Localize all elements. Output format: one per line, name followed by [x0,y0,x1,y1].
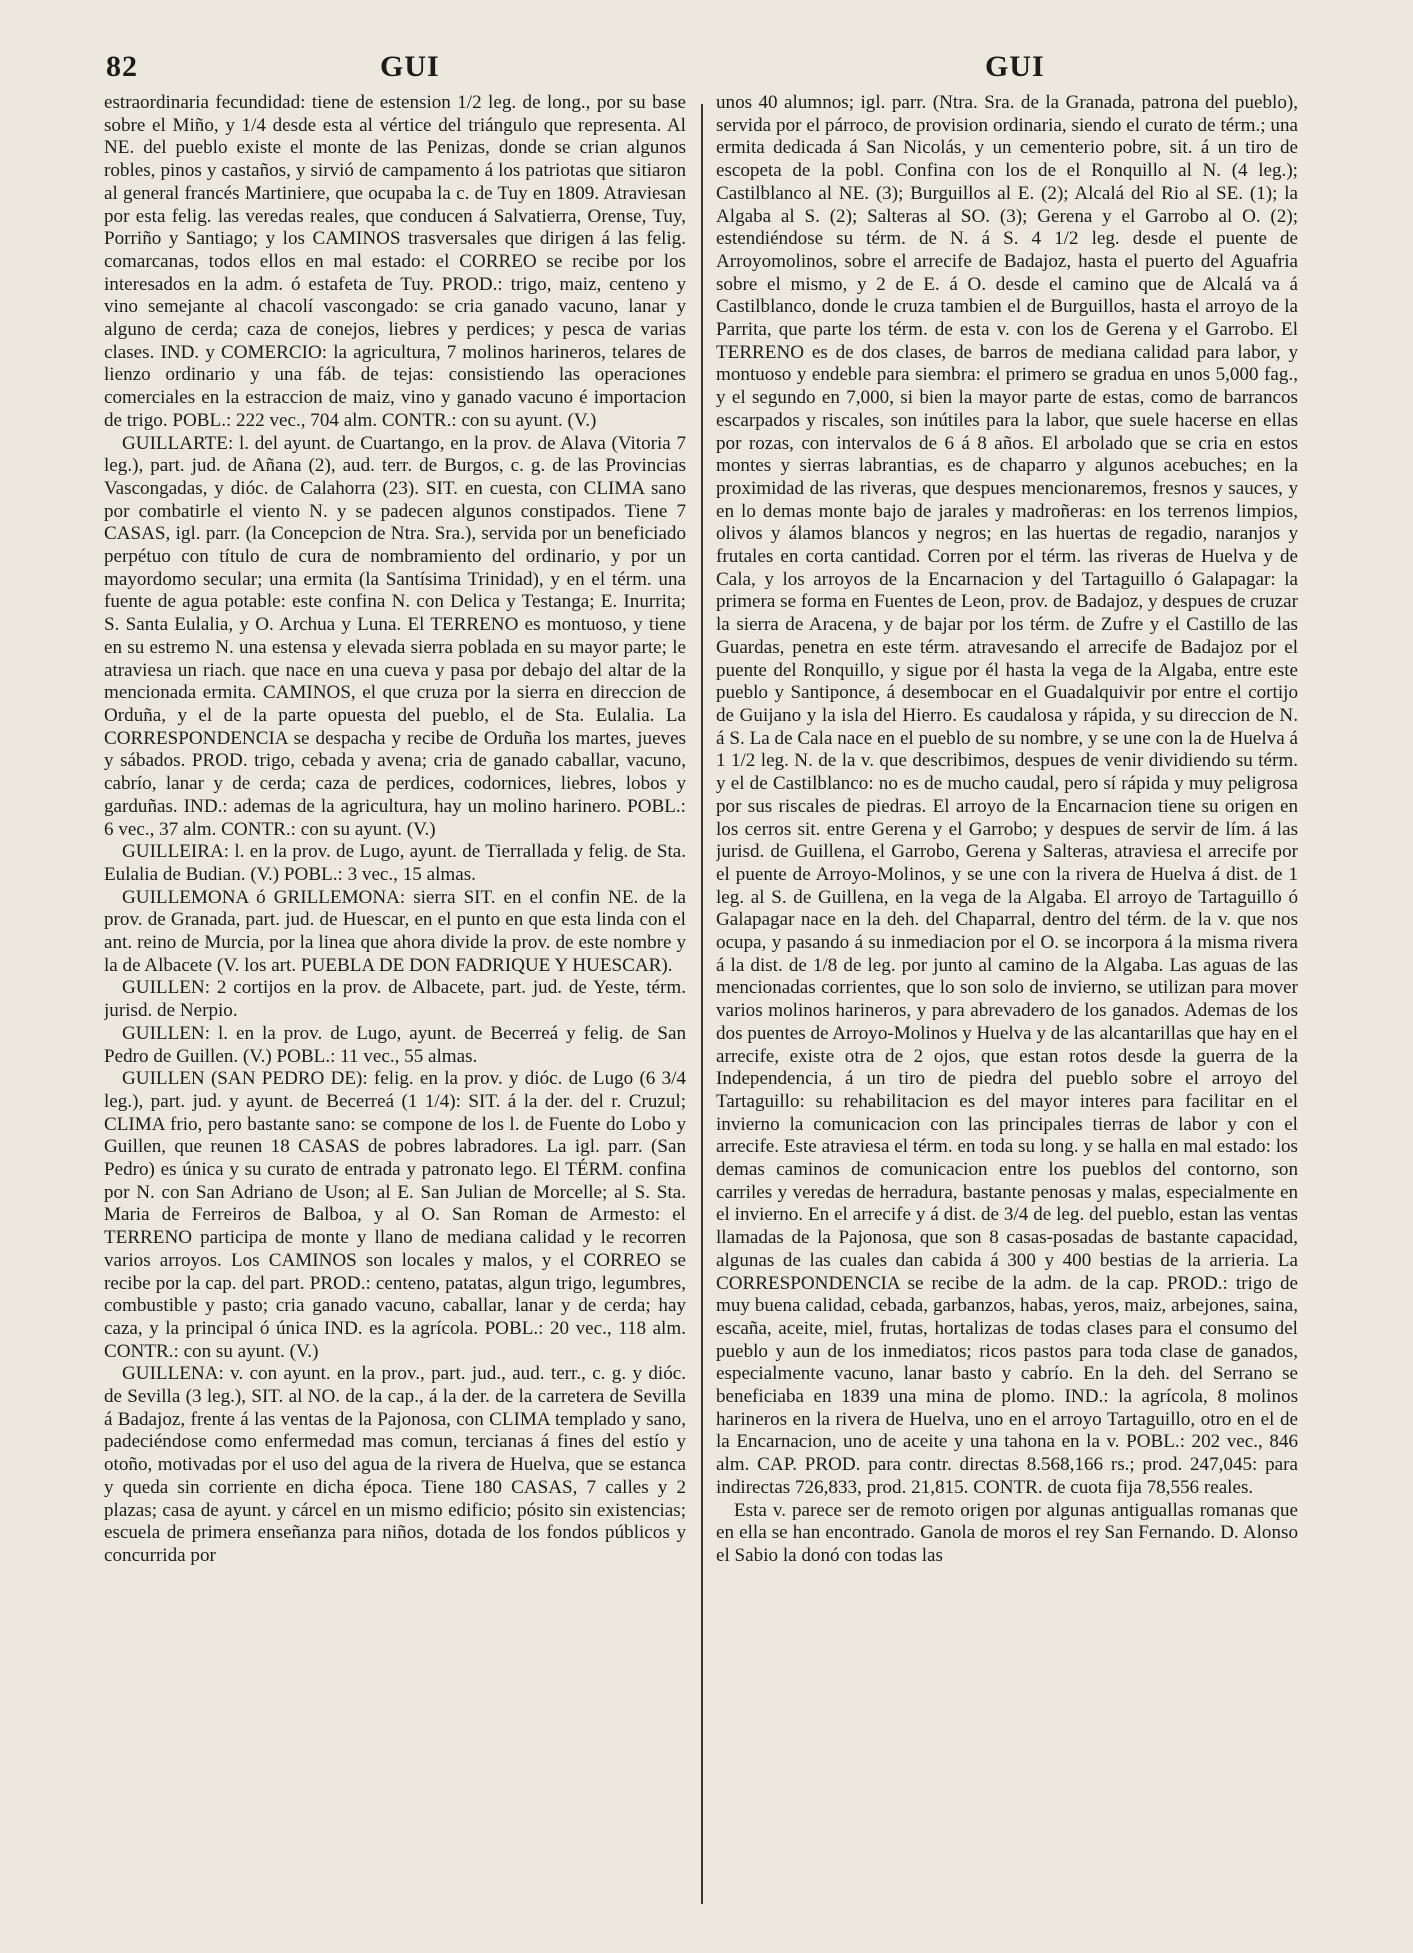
entry-guilleira: GUILLEIRA: l. en la prov. de Lugo, ayunt. de Tierrallada y felig. de Sta. Eulalia de Budian. (V.) POBL.: 3 vec., 15 almas. [104,841,686,885]
entry-guillena-history: Esta v. parece ser de remoto origen por algunas antiguallas romanas que en ella se han encontrado. Ganola de moros el rey San Fernando. D. Alonso el Sabio la donó con todas las [716,1499,1298,1566]
page-number: 82 [106,50,138,83]
column-divider [701,104,703,1904]
entry-guillen-san-pedro: GUILLEN (SAN PEDRO DE): felig. en la prov. y dióc. de Lugo (6 3/4 leg.), part. jud. y ayunt. de Becerreá (1 1/4): SIT. á la der. del r. Cruzul; CLIMA frio, pero bastante sano: se compone de los l. de Fuente do Lobo y Guillen, que reunen 18 CASAS de pobres labradores. La igl. parr. (San Pedro) es única y su curato de entrada y patronato lego. El TÉRM. confina por N. con San Adriano de Uson; al E. San Julian de Morcelle; al S. Sta. Maria de Ferreiros de Balboa, y al O. San Roman de Armesto: el TERRENO participa de monte y llano de mediana calidad y le recorren varios arroyos. Los CAMINOS son locales y malos, y el CORREO se recibe por la cap. del part. PROD.: centeno, patatas, algun trigo, legumbres, combustible y pasto; cria ganado vacuno, caballar, lanar y de cerda; hay caza, y la principal ó única IND. es la agrícola. POBL.: 20 vec., 118 alm. CONTR.: con su ayunt. (V.) [104,1068,686,1362]
entry-guillena-continuation: unos 40 alumnos; igl. parr. (Ntra. Sra. de la Granada, patrona del pueblo), servida por el párroco, de provision ordinaria, siendo el curato de térm.; una ermita dedicada á San Nicolás, y un cementerio pobre, sit. á un tiro de escopeta de la pobl. Confina con los de el Ronquillo al N. (4 leg.); Castilblanco al NE. (3); Burguillos al E. (2); Alcalá del Rio al SE. (1); la Algaba al S. (2); Salteras al SO. (3); Gerena y el Garrobo al O. (2); estendiéndose su térm. de N. á S. 4 1/2 leg. desde el puente de Arroyomolinos, sobre el arrecife de Badajoz, hasta el puerto del Aguafria sobre el mismo, y 2 de E. á O. desde el camino que de Alcalá va á Castilblanco, donde le cruza tambien el de Burguillos, hasta el arroyo de la Parrita, que parte los térm. de esta v. con los de Gerena y el Garrobo. El TERRENO es de dos clases, de barros de mediana calidad para labor, y montuoso y endeble para siembra: el primero se gradua en unos 5,000 fag., y el segundo en 7,000, si bien la mayor parte de estas, como de barrancos escarpados y riscales, son inútiles para la labor, que suele hacerse en ellas por rozas, con intervalos de 6 á 8 años. El arbolado que se cria en estos montes y sierras labrantias, es de chaparro y algunos acebuches; en la proximidad de las riveras, que despues mencionaremos, fresnos y sauces, y en lo demas monte bajo de jarales y madroñeras: en los terrenos limpios, olivos y álamos blancos y negros; en las huertas de regadio, naranjos y frutales en corta cantidad. Corren por el térm. las riveras de Huelva y de Cala, y los arroyos de la Encarnacion y del Tartaguillo ó Galapagar: la primera se forma en Fuentes de Leon, prov. de Badajoz, y despues de cruzar la sierra de Aracena, y de bajar por los térm. de Zufre y el Castillo de las Guardas, penetra en este térm. atravesando el arrecife de Badajoz por el puente del Ronquillo, y sigue por él hasta la vega de la Algaba, entre este pueblo y Santiponce, á desembocar en el Guadalquivir por entre el cortijo de Guijano y la isla del Hierro. Es caudalosa y rápida, y su direccion de N. á S. La de Cala nace en el pueblo de su nombre, y se une con la de Huelva á 1 1/2 leg. N. de la v. que describimos, despues de venir dividiendo su térm. y el de Castilblanco: no es de mucho caudal, pero sí rápida y muy peligrosa por sus riscales de piedras. El arroyo de la Encarnacion tiene su origen en los cerros sit. entre Gerena y el Garrobo; y despues de servir de lím. á las jurisd. de Guillena, el Garrobo, Gerena y Salteras, atraviesa el arrecife por el puente de Arroyo-Molinos, y se une con la rivera de Huelva á dist. de 1 leg. al S. de Guillena, en la vega de la Algaba. El arroyo de Tartaguillo ó Galapagar nace en la deh. del Chaparral, dentro del térm. de la v. que nos ocupa, y pasando á su inmediacion por el O. se incorpora á la misma rivera á la dist. de 1/8 de leg. por junto al camino de la Algaba. Las aguas de las mencionadas corrientes, que lo son solo de invierno, se utilizan para mover varios molinos harineros, y para abrevadero de los ganados. Ademas de los dos puentes de Arroyo-Molinos y Huelva y de las alcantarillas que hay en el arrecife, existe otra de 2 ojos, que estan rotos desde la guerra de la Independencia, á un tiro de piedra del pueblo sobre el arroyo del Tartaguillo: su rehabilitacion es del mayor interes para facilitar en el invierno la comunicacion con las principales tierras de labor y con el arrecife. Este atraviesa el térm. en toda su long. y se halla en mal estado: los demas caminos de comunicacion entre los pueblos del contorno, son carriles y veredas de herradura, bastante penosas y malas, especialmente en el invierno. En el arrecife y á dist. de 3/4 de leg. del pueblo, estan las ventas llamadas de la Pajonosa, que son 8 casas-posadas de bastante capacidad, algunas de las cuales dan cabida á 300 y 400 bestias de la arrieria. La CORRESPONDENCIA se recibe de la adm. de la cap. PROD.: trigo de muy buena calidad, cebada, garbanzos, habas, yeros, maiz, arbejones, saina, escaña, aceite, miel, frutas, hortalizas de todas clases para el consumo del pueblo y aun de los inmediatos; ricos pastos para toda clase de ganados, especialmente vacuno, lanar basto y cabrío. En la deh. del Serrano se beneficiaba en 1839 una mina de plomo. IND.: la agrícola, 8 molinos harineros en la rivera de Huelva, uno en el arroyo Tartaguillo, otro en el de la Encarnacion, uno de aceite y una tahona en la v. POBL.: 202 vec., 846 alm. CAP. PROD. para contr. directas 8.568,166 rs.; prod. 247,045: para indirectas 726,833, prod. 21,815. CONTR. de cuota fija 78,556 reales. [716,92,1298,1498]
entry-guillarte: GUILLARTE: l. del ayunt. de Cuartango, en la prov. de Alava (Vitoria 7 leg.), part. jud. de Añana (2), aud. terr. de Burgos, c. g. de las Provincias Vascongadas, y dióc. de Calahorra (23). SIT. en cuesta, con CLIMA sano por combatirle el viento N. y se padecen algunos constipados. Tiene 7 CASAS, igl. parr. (la Concepcion de Ntra. Sra.), servida por un beneficiado perpétuo con título de cura de nombramiento del ordinario, y por un mayordomo secular; una ermita (la Santísima Trinidad), y en el térm. una fuente de agua potable: este confina N. con Delica y Testanga; E. Inurrita; S. Santa Eulalia, y O. Archua y Luna. El TERRENO es montuoso, y tiene en su estremo N. una estensa y elevada sierra poblada en su mayor parte; le atraviesa un riach. que nace en una cueva y pasa por debajo del altar de la mencionada ermita. CAMINOS, el que cruza por la sierra en direccion de Orduña, y el de la parte opuesta del pueblo, el de Sta. Eulalia. La CORRESPONDENCIA se despacha y recibe de Orduña los martes, jueves y sábados. PROD. trigo, cebada y avena; cria de ganado caballar, vacuno, cabrío, lanar y de cerda; caza de perdices, codornices, liebres, lobos y garduñas. IND.: ademas de la agricultura, hay un molino harinero. POBL.: 6 vec., 37 alm. CONTR.: con su ayunt. (V.) [104,432,686,840]
left-running-head: GUI [380,50,440,83]
right-column [716,92,1298,1942]
left-column [104,92,686,1942]
running-header [0,46,1413,94]
entry-guillemona: GUILLEMONA ó GRILLEMONA: sierra SIT. en el confin NE. de la prov. de Granada, part. jud. de Huescar, en el punto en que esta linda con el ant. reino de Murcia, por la linea que ahora divide la prov. de este nombre y la de Albacete (V. los art. PUEBLA DE DON FADRIQUE Y HUESCAR). [104,886,686,976]
entry-guillen-lugo: GUILLEN: l. en la prov. de Lugo, ayunt. de Becerreá y felig. de San Pedro de Guillen. (V.) POBL.: 11 vec., 55 almas. [104,1022,686,1067]
entry-guillena: GUILLENA: v. con ayunt. en la prov., part. jud., aud. terr., c. g. y dióc. de Sevilla (3 leg.), SIT. al NO. de la cap., á la der. de la carretera de Sevilla á Badajoz, frente á las ventas de la Pajonosa, con CLIMA templado y sano, padeciéndose como enfermedad mas comun, tercianas á fines del estío y otoño, motivadas por el uso del agua de la rivera de Huelva, que se estanca y queda sin corriente en dicha época. Tiene 180 CASAS, 7 calles y 2 plazas; casa de ayunt. y cárcel en un mismo edificio; pósito sin existencias; escuela de primera enseñanza para niños, dotada de los fondos públicos y concurrida por [104,1363,686,1566]
right-running-head: GUI [985,50,1045,83]
entry-continuation: estraordinaria fecundidad: tiene de estension 1/2 leg. de long., por su base sobre el Miño, y 1/4 desde esta al vértice del triángulo que representa. Al NE. del pueblo existe el monte de las Penizas, donde se crian algunos robles, pinos y castaños, y sirvió de campamento á los patriotas que sitiaron al general francés Martiniere, que ocupaba la c. de Tuy en 1809. Atraviesan por esta felig. las veredas reales, que conducen á Salvatierra, Orense, Tuy, Porriño y Santiago; y los CAMINOS trasversales que dirigen á las felig. comarcanas, todos ellos en mal estado: el CORREO se recibe por los interesados en la adm. ó estafeta de Tuy. PROD.: trigo, maiz, centeno y vino semejante al chacolí vascongado: se cria ganado vacuno, lanar y alguno de cerda; caza de conejos, liebres y perdices; y pesca de varias clases. IND. y COMERCIO: la agricultura, 7 molinos harineros, telares de lienzo ordinario y una fáb. de tejas: consistiendo las operaciones comerciales en la estraccion de maiz, vino y ganado vacuno é importacion de trigo. POBL.: 222 vec., 704 alm. CONTR.: con su ayunt. (V.) [104,92,686,431]
entry-guillen-albacete: GUILLEN: 2 cortijos en la prov. de Albacete, part. jud. de Yeste, térm. jurisd. de Nerpio. [104,977,686,1022]
